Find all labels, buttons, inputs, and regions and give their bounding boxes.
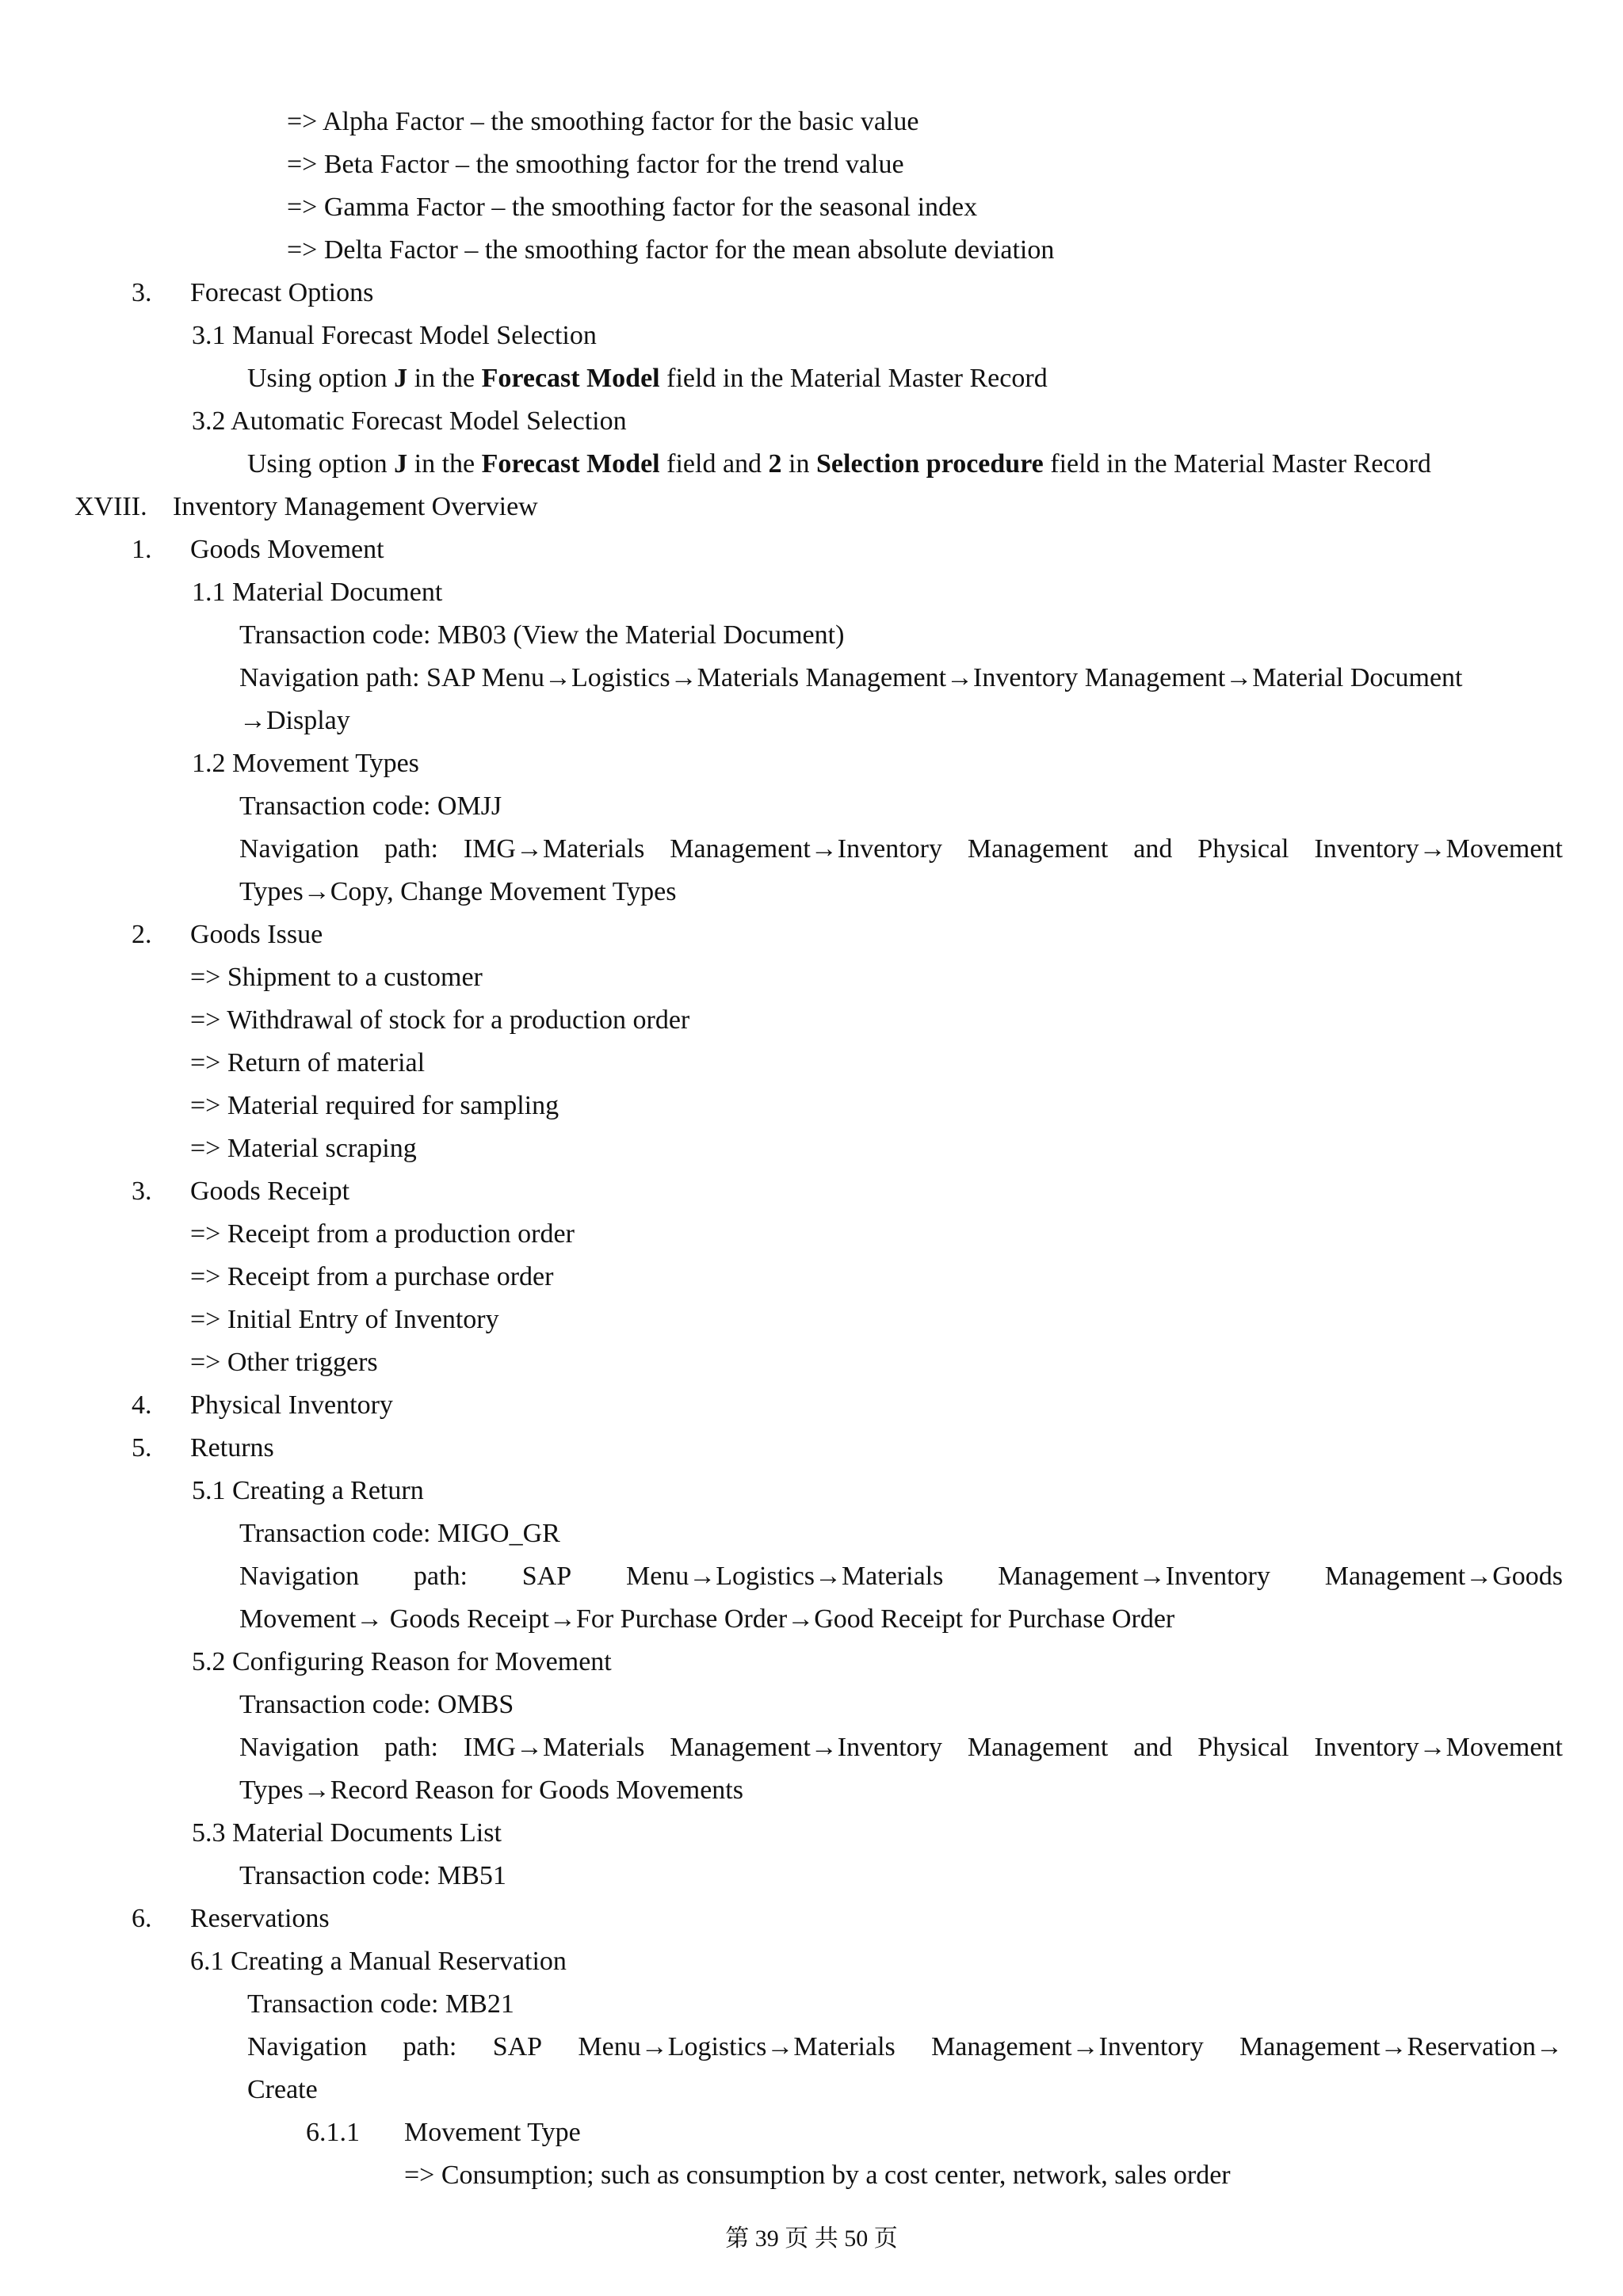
list-number: 3.: [132, 278, 152, 307]
transaction-code: Transaction code: MB21: [247, 1989, 514, 2019]
page-footer: 第 39 页 共 50 页: [725, 2225, 898, 2252]
subsection-heading: 5.2 Configuring Reason for Movement: [192, 1647, 612, 1676]
navigation-path: Navigation path: IMG→Materials Management→Inventory Management and Physical Inventory→Movement: [239, 834, 1563, 864]
list-item: => Receipt from a purchase order: [190, 1262, 554, 1291]
navigation-path: Create: [247, 2075, 318, 2104]
section-heading: Returns: [190, 1433, 274, 1463]
section-heading: Forecast Options: [190, 278, 374, 307]
transaction-code: Transaction code: MIGO_GR: [239, 1519, 560, 1548]
list-number: 6.1.1: [306, 2118, 360, 2147]
navigation-path: Types→Copy, Change Movement Types: [239, 877, 677, 906]
subsection-heading: 1.1 Material Document: [192, 578, 443, 607]
transaction-code: Transaction code: MB03 (View the Material Document): [239, 620, 845, 650]
text-line: Using option J in the Forecast Model field in the Material Master Record: [247, 364, 1048, 393]
navigation-path: Navigation path: SAP Menu→Logistics→Materials Management→Inventory Management→Reservation→: [247, 2032, 1563, 2061]
list-number: 6.: [132, 1904, 152, 1933]
subsection-heading: 3.2 Automatic Forecast Model Selection: [192, 406, 627, 436]
navigation-path: Movement→ Goods Receipt→For Purchase Order→Good Receipt for Purchase Order: [239, 1604, 1175, 1634]
list-item: => Material scraping: [190, 1134, 417, 1163]
transaction-code: Transaction code: OMBS: [239, 1690, 514, 1719]
list-item: => Shipment to a customer: [190, 963, 483, 992]
navigation-path: Navigation path: IMG→Materials Management→Inventory Management and Physical Inventory→Movement: [239, 1733, 1563, 1762]
text-line: => Gamma Factor – the smoothing factor for the seasonal index: [287, 193, 978, 222]
navigation-path: Types→Record Reason for Goods Movements: [239, 1775, 743, 1805]
subsection-heading: 1.2 Movement Types: [192, 749, 419, 778]
section-heading: Goods Movement: [190, 535, 384, 564]
section-heading: Goods Issue: [190, 920, 323, 949]
navigation-path: Navigation path: SAP Menu→Logistics→Materials Management→Inventory Management→Material Document: [239, 663, 1463, 692]
chapter-number: XVIII.: [74, 492, 147, 521]
list-item: => Material required for sampling: [190, 1091, 559, 1120]
list-item: => Initial Entry of Inventory: [190, 1305, 499, 1334]
list-item: => Consumption; such as consumption by a cost center, network, sales order: [404, 2161, 1231, 2190]
chapter-heading: Inventory Management Overview: [173, 492, 538, 521]
transaction-code: Transaction code: OMJJ: [239, 791, 502, 821]
list-number: 2.: [132, 920, 152, 949]
subsection-heading: 3.1 Manual Forecast Model Selection: [192, 321, 597, 350]
list-number: 5.: [132, 1433, 152, 1463]
list-item: => Other triggers: [190, 1348, 378, 1377]
transaction-code: Transaction code: MB51: [239, 1861, 506, 1890]
subsection-heading: 5.1 Creating a Return: [192, 1476, 424, 1505]
list-number: 1.: [132, 535, 152, 564]
text-line: => Alpha Factor – the smoothing factor for the basic value: [287, 107, 919, 136]
list-item: => Return of material: [190, 1048, 426, 1077]
subsection-heading: 6.1 Creating a Manual Reservation: [190, 1947, 567, 1976]
section-heading: Physical Inventory: [190, 1390, 393, 1420]
text-line: => Beta Factor – the smoothing factor for the trend value: [287, 150, 904, 179]
text-line: => Delta Factor – the smoothing factor for the mean absolute deviation: [287, 235, 1055, 265]
section-heading: Goods Receipt: [190, 1177, 350, 1206]
subsection-heading: Movement Type: [404, 2118, 581, 2147]
list-item: => Receipt from a production order: [190, 1219, 575, 1249]
subsection-heading: 5.3 Material Documents List: [192, 1818, 502, 1848]
list-item: => Withdrawal of stock for a production order: [190, 1005, 690, 1035]
navigation-path: Navigation path: SAP Menu→Logistics→Materials Management→Inventory Management→Goods: [239, 1562, 1563, 1591]
list-number: 4.: [132, 1390, 152, 1420]
section-heading: Reservations: [190, 1904, 330, 1933]
navigation-path: →Display: [239, 706, 350, 735]
list-number: 3.: [132, 1177, 152, 1206]
text-line: Using option J in the Forecast Model field and 2 in Selection procedure field in the Material Master Record: [247, 449, 1431, 479]
